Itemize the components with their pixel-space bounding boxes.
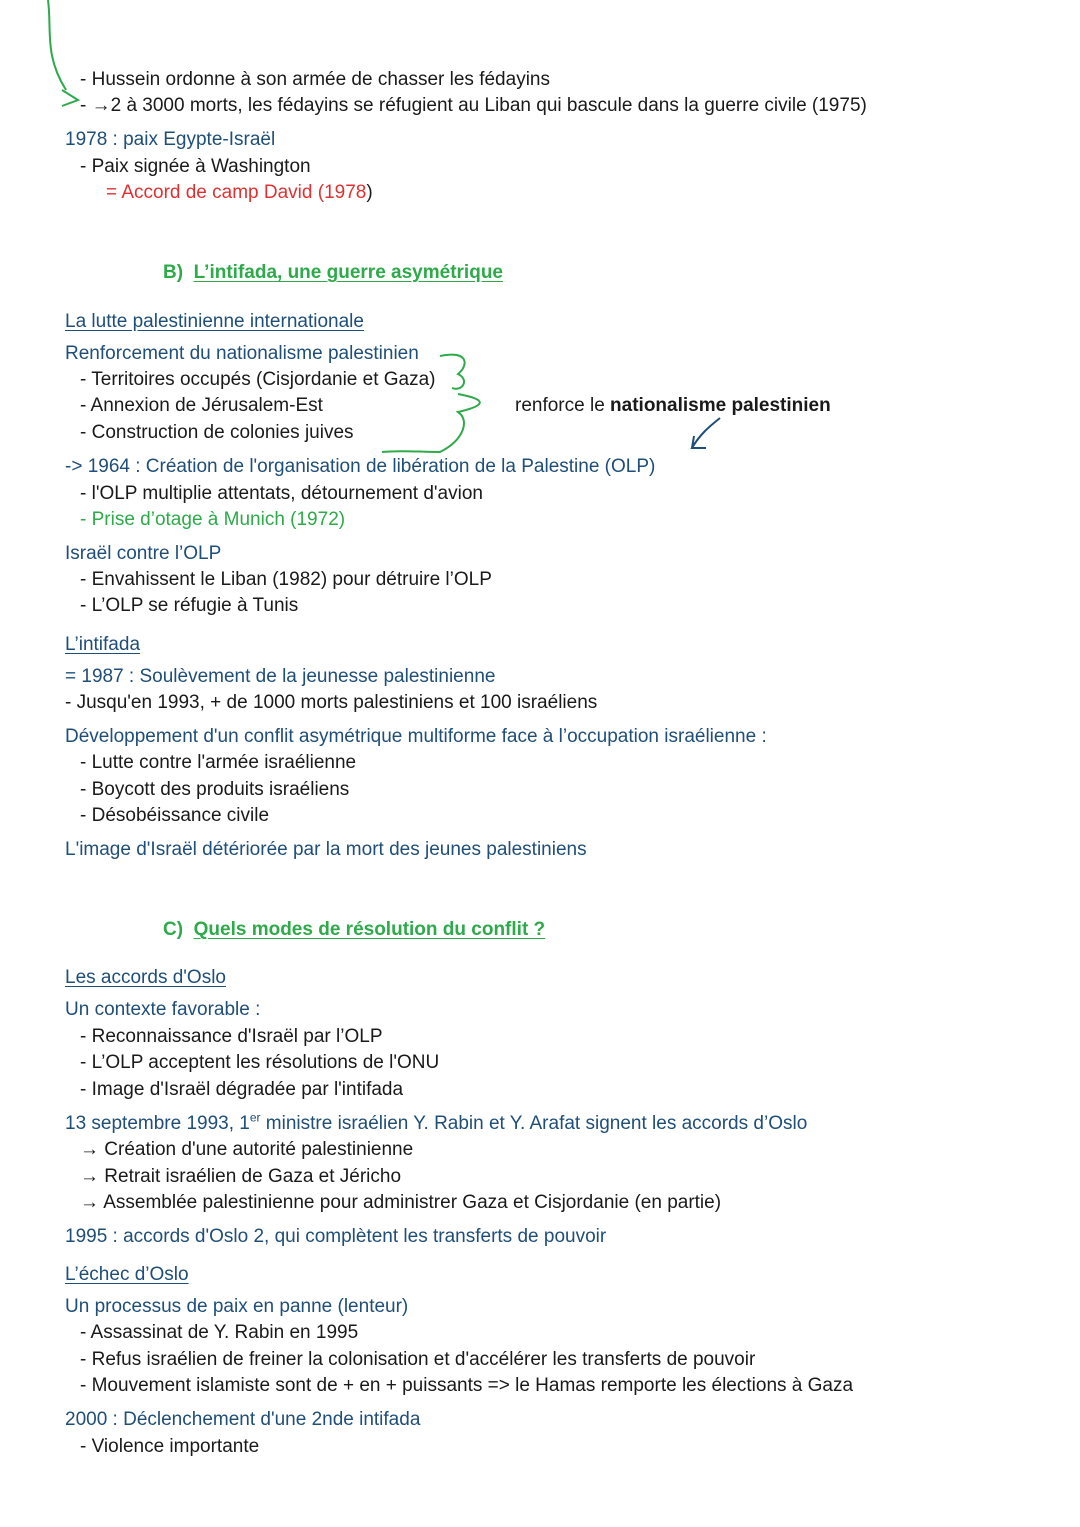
oslo-signing [65, 1112, 807, 1136]
green-arrow-tip [62, 90, 78, 106]
nat-item: - Annexion de Jérusalem-Est [80, 395, 323, 416]
nat-note-pre: renforce le [515, 395, 611, 416]
israel-item: - L’OLP se réfugie à Tunis [80, 595, 299, 616]
peace-heading: 1978 : paix Egypte-Israël [65, 129, 276, 150]
intifada-deaths: - Jusqu'en 1993, + de 1000 morts palestiniens et 100 israéliens [65, 692, 598, 713]
oslo-item: → Assemblée palestinienne pour administrer Gaza et Cisjordanie (en partie) [80, 1192, 722, 1213]
green-bracket-stroke [48, 0, 66, 90]
dev-item: - Boycott des produits israéliens [80, 779, 350, 800]
fail-heading: Un processus de paix en panne (lenteur) [65, 1296, 409, 1317]
image-line: L'image d'Israël détériorée par la mort des jeunes palestiniens [65, 839, 587, 860]
section-c-title: Quels modes de résolution du conflit ? [193, 919, 546, 940]
section-c-letter: C) [163, 919, 184, 940]
camp-david-line [106, 181, 373, 205]
nat-heading: Renforcement du nationalisme palestinien [65, 343, 419, 364]
ctx-item: - Reconnaissance d'Israël par l’OLP [80, 1026, 383, 1047]
dev-item: - Lutte contre l'armée israélienne [80, 752, 357, 773]
oslo-item: → Création d'une autorité palestinienne [80, 1139, 414, 1160]
intifada-def: = 1987 : Soulèvement de la jeunesse palestinienne [65, 666, 496, 687]
israel-heading: Israël contre l’OLP [65, 543, 222, 564]
olp-line: -> 1964 : Création de l'organisation de libération de la Palestine (OLP) [65, 456, 656, 477]
second-intifada-heading: 2000 : Déclenchement d'une 2nde intifada [65, 1409, 421, 1430]
olp-item-munich: - Prise d’otage à Munich (1972) [80, 509, 346, 530]
ctx-item: - Image d'Israël dégradée par l'intifada [80, 1079, 404, 1100]
nat-note [515, 394, 831, 418]
section-b-title: L’intifada, une guerre asymétrique [193, 262, 503, 283]
section-c-heading [163, 918, 545, 942]
dev-item: - Désobéissance civile [80, 805, 270, 826]
subheading-intifada: L’intifada [65, 634, 141, 655]
subheading-echec: L’échec d’Oslo [65, 1264, 189, 1285]
peace-item: - Paix signée à Washington [80, 156, 311, 177]
ctx-heading: Un contexte favorable : [65, 999, 261, 1020]
section-b-letter: B) [163, 262, 184, 283]
oslo-item: → Retrait israélien de Gaza et Jéricho [80, 1166, 402, 1187]
oslo2-line: 1995 : accords d'Oslo 2, qui complètent les transferts de pouvoir [65, 1226, 607, 1247]
fedayins-line: - →2 à 3000 morts, les fédayins se réfugient au Liban qui bascule dans la guerre civile (1975) [80, 95, 867, 116]
olp-item: - l'OLP multiplie attentats, détournement d'avion [80, 483, 483, 504]
nat-note-bold: nationalisme palestinien [610, 395, 831, 416]
nat-item: - Territoires occupés (Cisjordanie et Gaza) [80, 369, 436, 390]
oslo-pre: 13 septembre 1993, 1 [65, 1113, 250, 1134]
fail-item: - Refus israélien de freiner la colonisation et d'accélérer les transferts de pouvoir [80, 1349, 756, 1370]
dev-heading: Développement d'un conflit asymétrique multiforme face à l’occupation israélienne : [65, 726, 767, 747]
oslo-post: ministre israélien Y. Rabin et Y. Arafat signent les accords d’Oslo [260, 1113, 808, 1134]
camp-david-close: ) [366, 182, 373, 203]
subheading-lutte: La lutte palestinienne internationale [65, 311, 364, 332]
ctx-item: - L’OLP acceptent les résolutions de l'ONU [80, 1052, 440, 1073]
fail-item: - Mouvement islamiste sont de + en + puissants => le Hamas remporte les élections à Gaza [80, 1375, 854, 1396]
fail-item: - Assassinat de Y. Rabin en 1995 [80, 1322, 359, 1343]
subheading-oslo: Les accords d'Oslo [65, 967, 226, 988]
hussein-line: - Hussein ordonne à son armée de chasser les fédayins [80, 69, 550, 90]
camp-david-accord: = Accord de camp David (1978 [106, 182, 367, 203]
section-b-heading [163, 261, 503, 285]
nat-item: - Construction de colonies juives [80, 422, 354, 443]
second-intifada-item: - Violence importante [80, 1436, 260, 1457]
israel-item: - Envahissent le Liban (1982) pour détruire l’OLP [80, 569, 492, 590]
blue-arrow-icon [692, 418, 720, 448]
oslo-sup: er [249, 1110, 261, 1125]
